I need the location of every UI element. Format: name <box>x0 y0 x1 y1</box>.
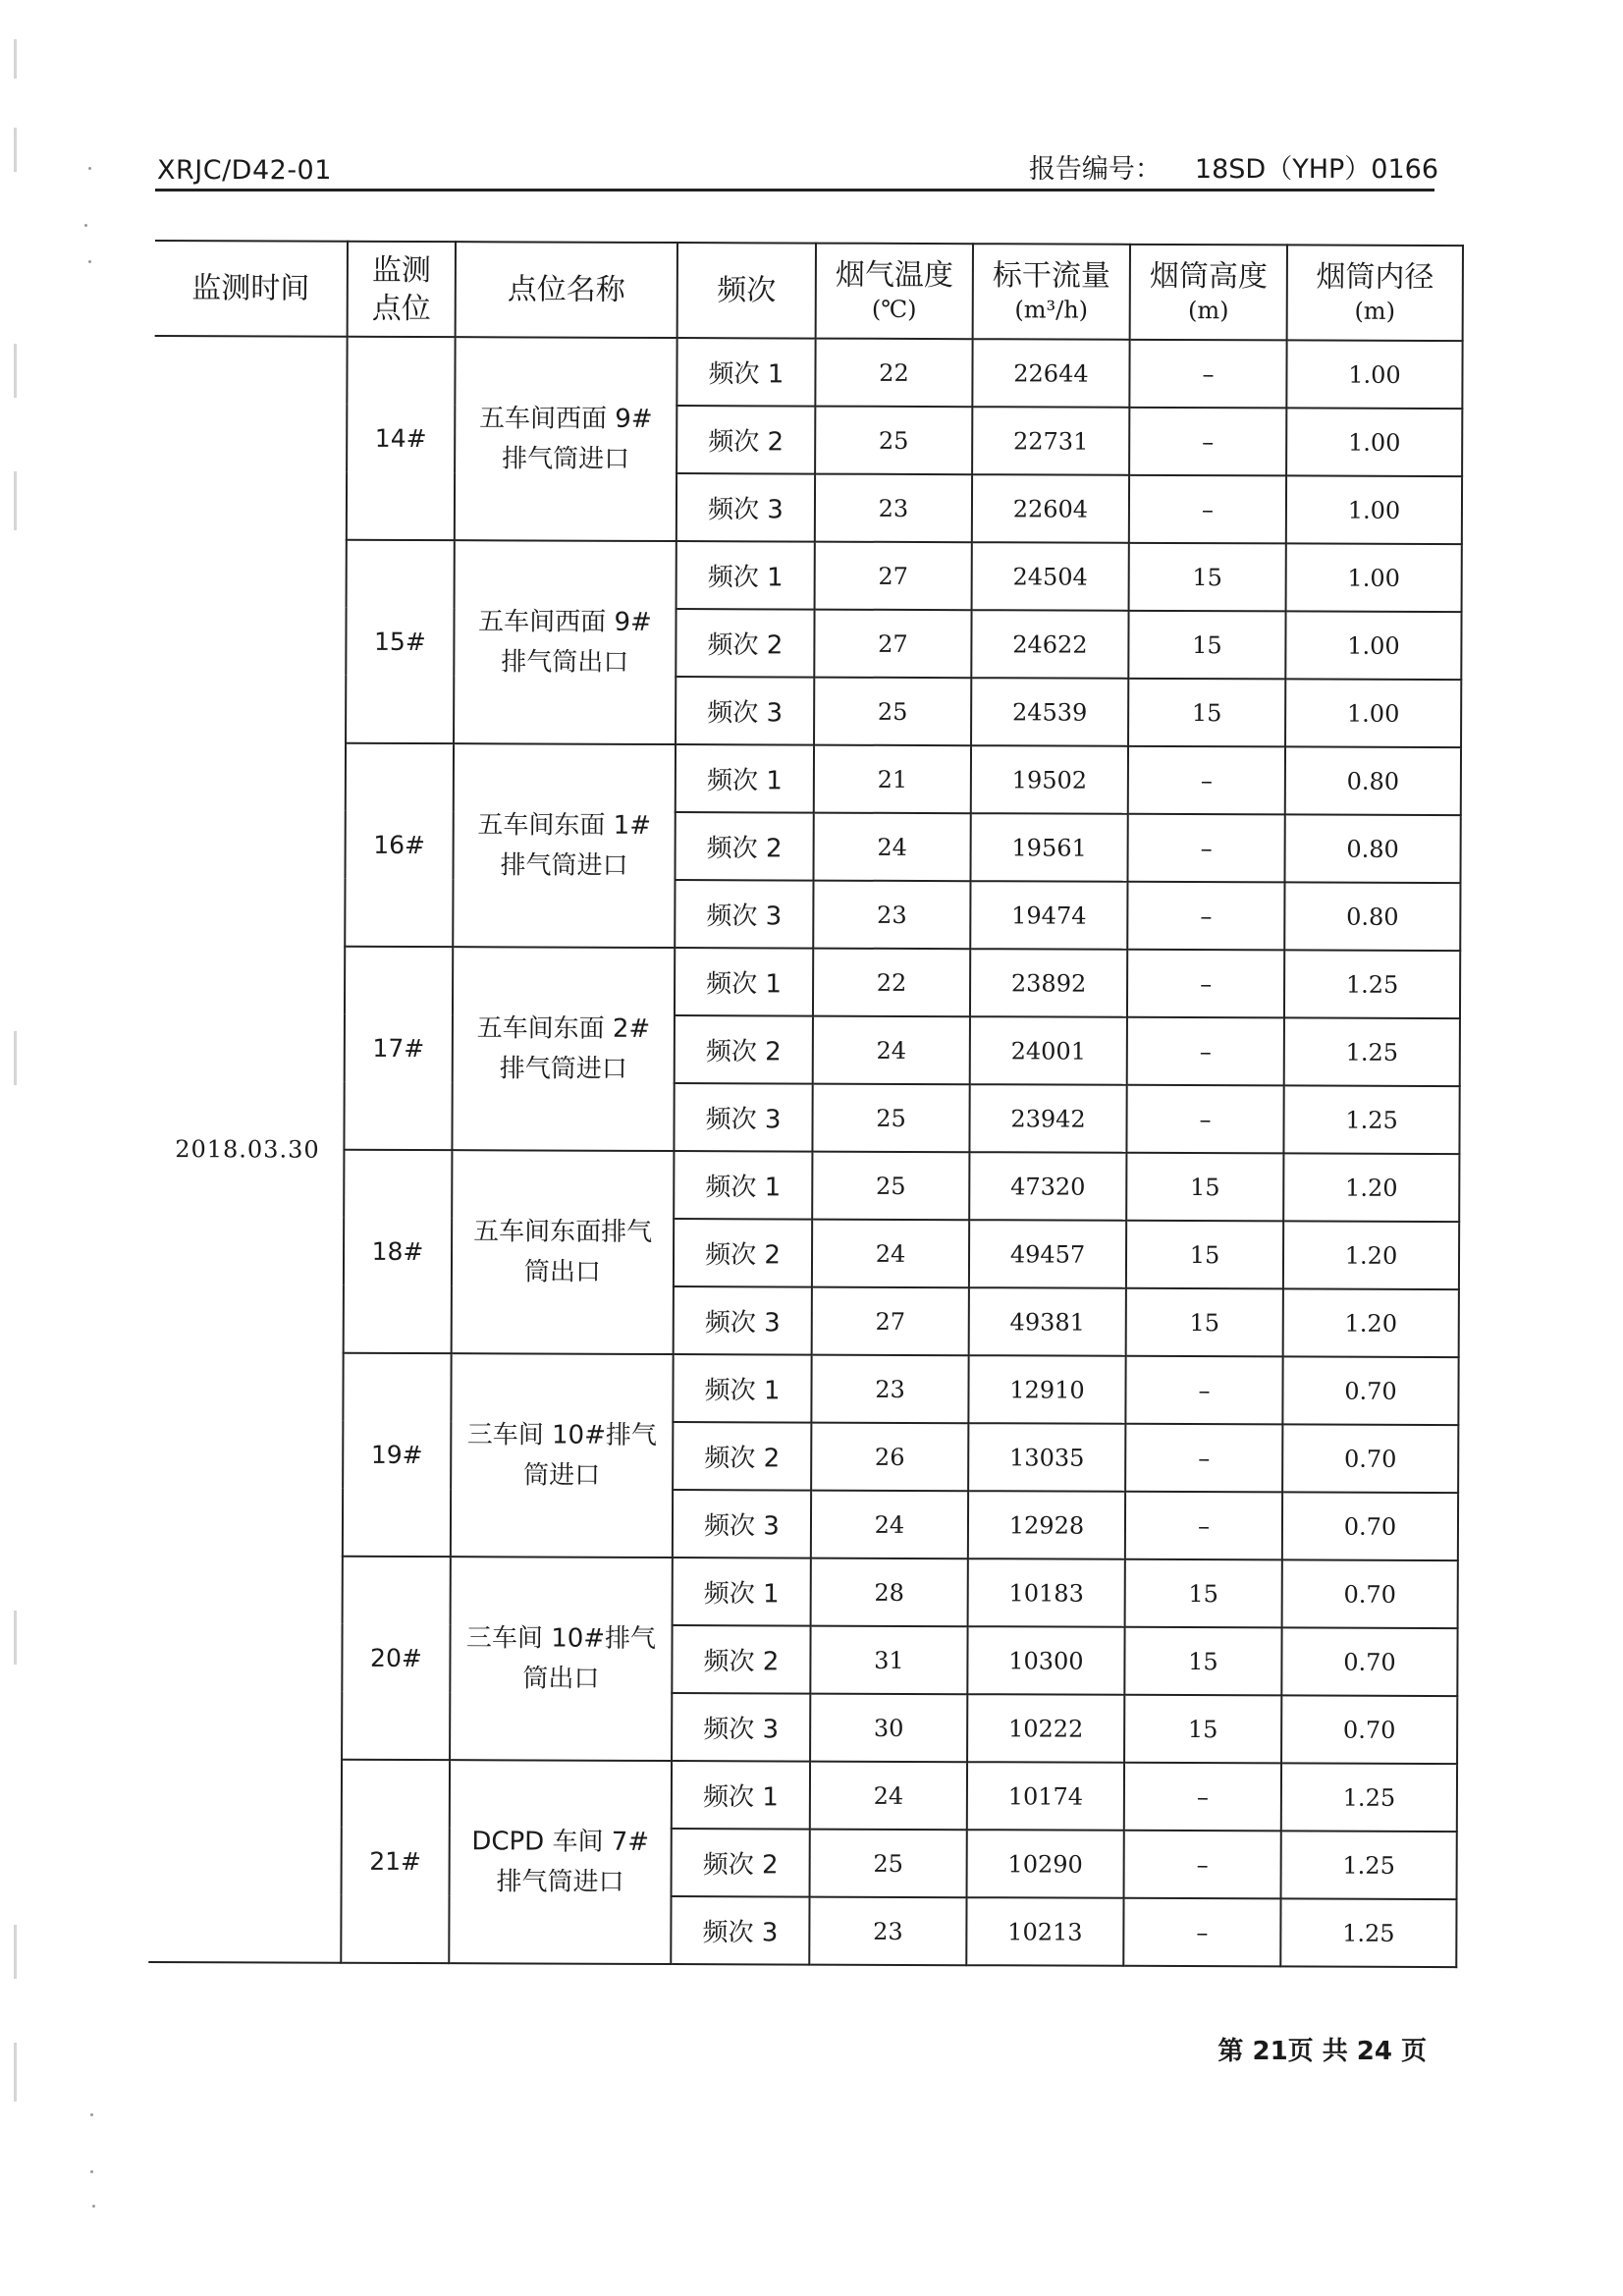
stack-diameter-cell: 0.70 <box>1281 1627 1457 1696</box>
temperature-cell: 23 <box>813 881 970 950</box>
temperature-cell: 25 <box>814 678 971 746</box>
stack-height-cell: 15 <box>1129 543 1286 612</box>
temperature-cell: 25 <box>812 1084 969 1153</box>
stack-diameter-cell: 1.25 <box>1283 1085 1459 1154</box>
point-name-cell: 三车间 10#排气筒出口 <box>450 1557 673 1761</box>
temperature-cell: 27 <box>815 542 972 611</box>
frequency-cell: 频次 1 <box>675 948 813 1016</box>
temperature-cell: 25 <box>815 407 972 475</box>
stack-diameter-cell: 1.00 <box>1286 543 1462 612</box>
flow-cell: 24504 <box>972 542 1129 611</box>
temperature-cell: 22 <box>813 949 970 1017</box>
frequency-cell: 频次 2 <box>674 1219 812 1287</box>
stack-height-cell: – <box>1126 1085 1283 1154</box>
column-header-point: 监测点位 <box>348 242 456 337</box>
table-row <box>151 1149 1459 1222</box>
stack-height-cell: 15 <box>1124 1695 1281 1764</box>
stack-diameter-cell: 1.00 <box>1286 475 1462 544</box>
stack-diameter-cell: 1.00 <box>1285 679 1461 747</box>
frequency-cell: 频次 1 <box>676 541 815 610</box>
stack-height-cell: 15 <box>1124 1627 1281 1696</box>
frequency-cell: 频次 1 <box>673 1354 811 1423</box>
point-name-cell: 五车间东面 2#排气筒进口 <box>452 947 675 1151</box>
stack-height-cell: – <box>1127 950 1284 1018</box>
stack-height-cell: – <box>1125 1356 1282 1425</box>
flow-cell: 24001 <box>970 1016 1127 1085</box>
column-header-frequency: 频次 <box>677 243 816 339</box>
stack-diameter-cell: 1.25 <box>1281 1831 1457 1899</box>
temperature-cell: 23 <box>811 1355 968 1424</box>
temperature-cell: 25 <box>812 1152 969 1221</box>
frequency-cell: 频次 2 <box>676 812 814 881</box>
stack-diameter-cell: 1.20 <box>1283 1153 1459 1222</box>
flow-cell: 23942 <box>969 1084 1126 1153</box>
stack-height-cell: – <box>1123 1898 1280 1967</box>
stack-diameter-cell: 1.25 <box>1281 1763 1457 1831</box>
monitoring-point-cell: 19# <box>343 1353 452 1557</box>
temperature-cell: 24 <box>812 1220 969 1288</box>
flow-cell: 10300 <box>967 1626 1124 1695</box>
temperature-cell: 24 <box>810 1762 967 1831</box>
point-name-cell: 三车间 10#排气筒进口 <box>451 1353 674 1558</box>
flow-cell: 10222 <box>967 1694 1124 1763</box>
stack-diameter-cell: 0.70 <box>1282 1559 1458 1628</box>
monitoring-point-cell: 21# <box>341 1760 450 1963</box>
stack-height-cell: – <box>1127 1017 1284 1086</box>
frequency-cell: 频次 3 <box>674 1083 812 1152</box>
stack-diameter-cell: 0.70 <box>1281 1695 1457 1764</box>
stack-diameter-cell: 1.25 <box>1280 1898 1456 1967</box>
scan-margin-mark <box>14 1611 17 1665</box>
table-row <box>154 539 1462 612</box>
frequency-cell: 频次 2 <box>676 406 815 474</box>
frequency-cell: 频次 2 <box>675 1015 813 1084</box>
stack-height-cell: 15 <box>1126 1153 1283 1222</box>
temperature-cell: 22 <box>815 339 972 408</box>
stack-diameter-cell: 0.80 <box>1285 746 1461 815</box>
point-name-cell: 五车间西面 9#排气筒进口 <box>455 337 677 541</box>
frequency-cell: 频次 3 <box>675 880 813 949</box>
monitoring-point-cell: 15# <box>346 540 455 743</box>
table-row <box>150 1556 1458 1628</box>
stack-diameter-cell: 1.00 <box>1286 408 1462 476</box>
stack-diameter-cell: 1.20 <box>1283 1221 1459 1289</box>
stack-height-cell: – <box>1129 340 1286 409</box>
stack-diameter-cell: 1.00 <box>1285 611 1461 680</box>
temperature-cell: 24 <box>811 1491 968 1559</box>
point-name-cell: DCPD 车间 7#排气筒进口 <box>449 1760 672 1964</box>
flow-cell: 49457 <box>969 1220 1126 1288</box>
column-header-stack-height: 烟筒高度 (m) <box>1130 245 1287 341</box>
frequency-cell: 频次 2 <box>672 1625 810 1694</box>
monitoring-date-cell: 2018.03.30 <box>148 336 347 1963</box>
flow-cell: 24539 <box>971 678 1128 746</box>
column-header-stack-diameter: 烟筒内径 (m) <box>1287 245 1463 341</box>
frequency-cell: 频次 1 <box>674 1151 812 1220</box>
temperature-cell: 27 <box>814 610 971 679</box>
flow-cell: 19502 <box>971 745 1128 814</box>
table-row <box>152 946 1460 1018</box>
stack-diameter-cell: 0.70 <box>1282 1492 1458 1560</box>
monitoring-point-cell: 20# <box>342 1557 451 1760</box>
scan-speck <box>88 260 91 263</box>
point-name-cell: 五车间东面排气筒出口 <box>452 1150 675 1354</box>
scan-margin-mark <box>14 39 17 79</box>
temperature-cell: 23 <box>809 1897 966 1966</box>
flow-cell: 19474 <box>970 881 1127 950</box>
frequency-cell: 频次 2 <box>676 609 814 678</box>
stack-height-cell: 15 <box>1128 679 1285 747</box>
stack-height-cell: – <box>1124 1831 1281 1899</box>
flow-cell: 10213 <box>966 1897 1123 1966</box>
flow-cell: 22644 <box>972 339 1129 408</box>
scan-margin-mark <box>14 471 17 530</box>
stack-height-cell: 15 <box>1125 1559 1282 1628</box>
flow-cell: 49381 <box>969 1287 1126 1356</box>
frequency-cell: 频次 3 <box>673 1490 811 1558</box>
frequency-cell: 频次 3 <box>676 473 815 542</box>
frequency-cell: 频次 1 <box>673 1558 811 1626</box>
stack-height-cell: – <box>1124 1763 1281 1831</box>
frequency-cell: 频次 3 <box>672 1693 810 1762</box>
temperature-cell: 28 <box>811 1558 968 1627</box>
stack-height-cell: – <box>1125 1424 1282 1493</box>
flow-cell: 19561 <box>970 813 1127 882</box>
frequency-cell: 频次 3 <box>676 677 814 745</box>
stack-height-cell: – <box>1127 882 1284 951</box>
temperature-cell: 31 <box>810 1626 967 1695</box>
stack-diameter-cell: 1.25 <box>1284 950 1460 1018</box>
flow-cell: 10290 <box>967 1830 1124 1898</box>
stack-height-cell: – <box>1129 475 1286 544</box>
table-row <box>154 336 1462 409</box>
temperature-cell: 26 <box>811 1423 968 1492</box>
monitoring-point-cell: 18# <box>344 1150 453 1353</box>
stack-height-cell: – <box>1125 1492 1282 1560</box>
column-header-time: 监测时间 <box>155 241 348 337</box>
stack-height-cell: 15 <box>1126 1288 1283 1357</box>
document-code: XRJC/D42-01 <box>157 155 332 186</box>
frequency-cell: 频次 1 <box>676 744 814 813</box>
stack-diameter-cell: 0.70 <box>1282 1356 1458 1425</box>
temperature-cell: 21 <box>814 745 971 814</box>
table-row <box>149 1759 1457 1831</box>
frequency-cell: 频次 3 <box>674 1286 812 1355</box>
stack-height-cell: 15 <box>1128 611 1285 680</box>
flow-cell: 10183 <box>968 1558 1125 1627</box>
page-number: 第 21页 共 24 页 <box>1217 2037 1427 2066</box>
monitoring-point-cell: 16# <box>345 743 454 947</box>
header-rule <box>155 189 1434 191</box>
monitoring-point-cell: 17# <box>344 947 453 1150</box>
frequency-cell: 频次 2 <box>672 1829 810 1897</box>
column-header-flow: 标干流量 (m³/h) <box>973 244 1130 340</box>
stack-height-cell: – <box>1129 408 1286 476</box>
stack-diameter-cell: 1.00 <box>1286 340 1462 409</box>
flow-cell: 23892 <box>970 949 1127 1017</box>
flow-cell: 12910 <box>968 1355 1125 1424</box>
table-row <box>150 1352 1458 1425</box>
stack-height-cell: – <box>1128 746 1285 815</box>
frequency-cell: 频次 2 <box>673 1422 811 1491</box>
monitoring-table <box>148 240 1464 1968</box>
scan-speck <box>88 167 91 170</box>
scan-speck <box>90 2170 93 2173</box>
stack-diameter-cell: 1.20 <box>1283 1288 1459 1357</box>
report-number <box>1029 147 1438 186</box>
scan-margin-mark <box>14 128 17 172</box>
table-header-row <box>155 241 1463 341</box>
frequency-cell: 频次 3 <box>671 1896 809 1965</box>
temperature-cell: 25 <box>810 1830 967 1898</box>
temperature-cell: 27 <box>812 1287 969 1356</box>
flow-cell: 12928 <box>968 1491 1125 1559</box>
temperature-cell: 24 <box>813 813 970 882</box>
flow-cell: 22604 <box>972 474 1129 543</box>
temperature-cell: 30 <box>810 1694 967 1763</box>
point-name-cell: 五车间东面 1#排气筒进口 <box>453 743 676 948</box>
scan-speck <box>92 2205 95 2208</box>
stack-diameter-cell: 0.80 <box>1284 814 1460 883</box>
column-header-temperature: 烟气温度 (℃) <box>816 244 973 340</box>
temperature-cell: 23 <box>815 474 972 543</box>
stack-height-cell: 15 <box>1126 1221 1283 1289</box>
scan-margin-mark <box>14 344 17 398</box>
flow-cell: 22731 <box>972 407 1129 475</box>
scan-speck <box>84 224 87 227</box>
table-row <box>153 742 1461 815</box>
flow-cell: 47320 <box>969 1152 1126 1221</box>
scan-margin-mark <box>14 1925 17 1979</box>
stack-diameter-cell: 1.25 <box>1284 1017 1460 1086</box>
frequency-cell: 频次 1 <box>676 338 815 407</box>
flow-cell: 13035 <box>968 1423 1125 1492</box>
column-header-name: 点位名称 <box>456 242 677 338</box>
report-number-value: 18SD（YHP）0166 <box>1194 154 1438 185</box>
temperature-cell: 24 <box>813 1016 970 1085</box>
point-name-cell: 五车间西面 9#排气筒出口 <box>454 540 676 744</box>
report-number-label: 报告编号： <box>1028 154 1162 185</box>
stack-height-cell: – <box>1127 814 1284 883</box>
scan-margin-mark <box>14 2043 17 2102</box>
table-body <box>148 336 1462 1967</box>
stack-diameter-cell: 0.70 <box>1282 1424 1458 1493</box>
scan-speck <box>90 2113 93 2116</box>
monitoring-point-cell: 14# <box>347 337 456 540</box>
flow-cell: 24622 <box>971 610 1128 679</box>
scan-margin-mark <box>14 1031 17 1085</box>
flow-cell: 10174 <box>967 1762 1124 1831</box>
frequency-cell: 频次 1 <box>672 1761 810 1830</box>
stack-diameter-cell: 0.80 <box>1284 882 1460 951</box>
